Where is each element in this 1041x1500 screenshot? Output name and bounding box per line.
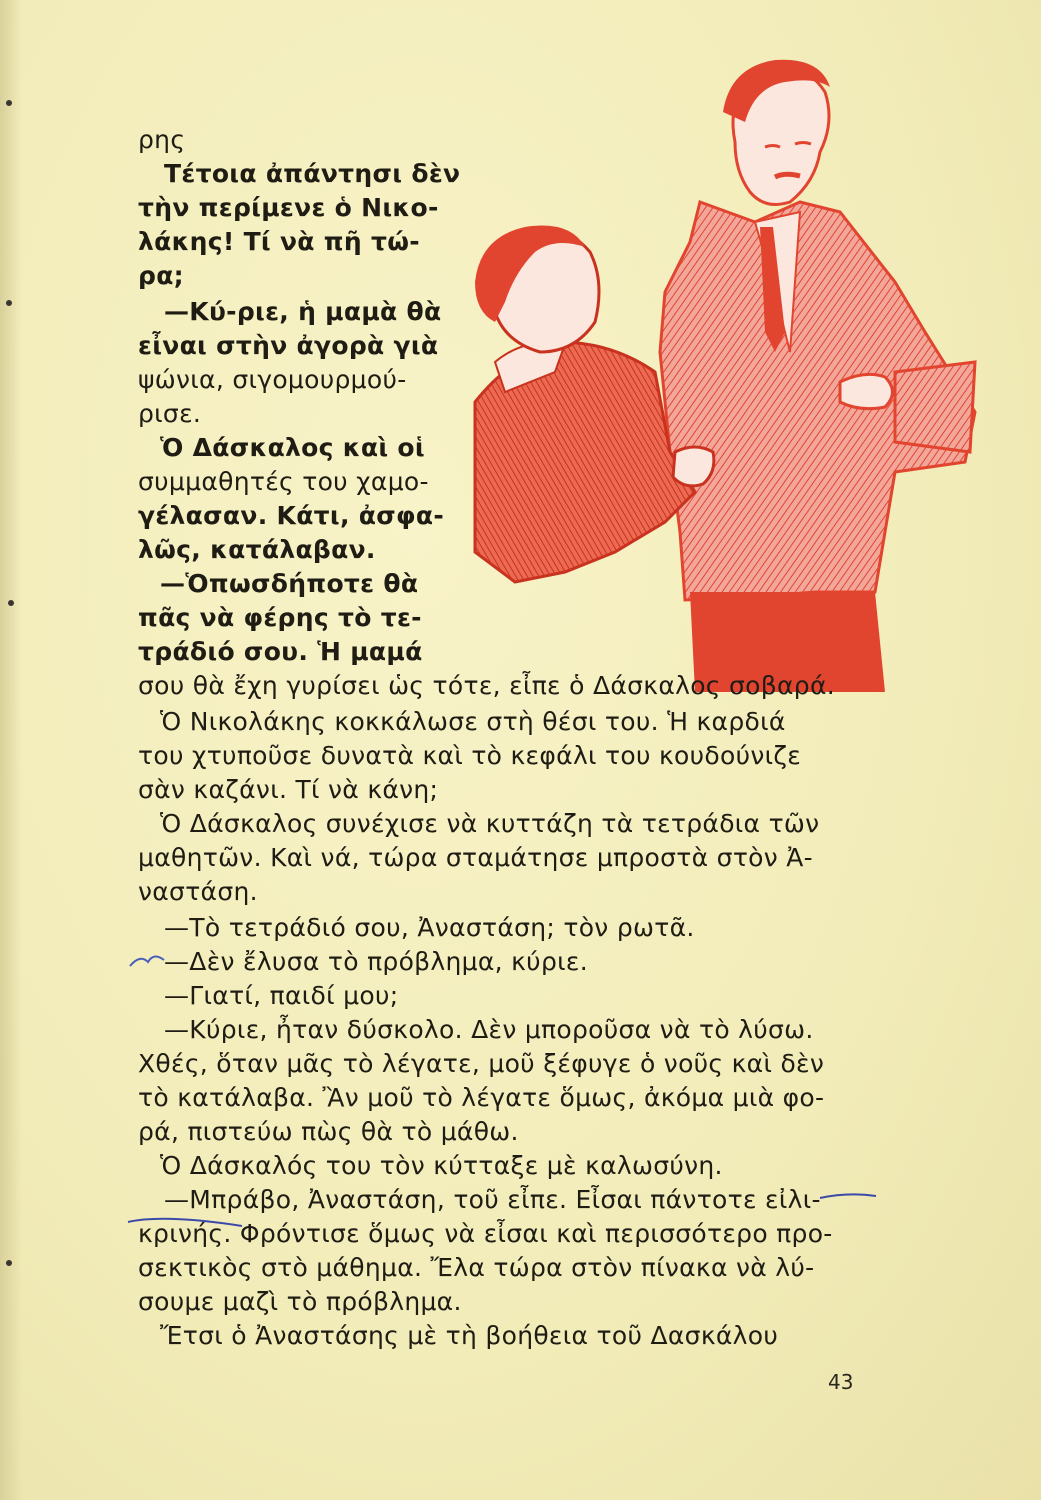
text-line-12: γέλασαν. Κάτι, ἀσφα-: [138, 501, 445, 530]
pen-underline-mark-2: [818, 1188, 878, 1208]
text-line-11: συμμαθητές του χαμο-: [138, 467, 429, 496]
pen-underline-mark: [124, 1206, 244, 1236]
text-line-4: λάκης! Τί νὰ πῆ τώ-: [138, 227, 420, 256]
text-line-14: —Ὁπωσδήποτε θὰ: [160, 569, 419, 598]
text-line-30: ρά, πιστεύω πὼς θὰ τὸ μάθω.: [138, 1117, 519, 1146]
text-line-34: σεκτικὸς στὸ μάθημα. Ἔλα τώρα στὸν πίνακα νὰ λύ-: [138, 1253, 815, 1282]
text-line-28: Χθές, ὅταν μᾶς τὸ λέγατε, μοῦ ξέφυγε ὁ νοῦς καὶ δὲν: [138, 1049, 825, 1078]
text-line-17: σου θὰ ἔχη γυρίσει ὡς τότε, εἶπε ὁ Δάσκαλος σοβαρά.: [138, 671, 835, 700]
text-line-13: λῶς, κατάλαβαν.: [138, 535, 376, 564]
text-line-18: Ὁ Νικολάκης κοκκάλωσε στὴ θέσι του. Ἡ καρδιά: [160, 707, 786, 736]
page-number: 43: [828, 1370, 854, 1394]
text-line-16: τράδιό σου. Ἡ μαμά: [138, 637, 423, 666]
text-line-1: ρης: [138, 125, 186, 154]
binding-hole: [6, 100, 12, 106]
text-line-26: —Γιατί, παιδί μου;: [164, 981, 399, 1010]
binding-hole: [8, 600, 14, 606]
text-line-15: πᾶς νὰ φέρης τὸ τε-: [138, 603, 422, 632]
text-line-2: Τέτοια ἀπάντησι δὲν: [164, 159, 461, 188]
text-line-6: —Κύ-ριε, ἡ μαμὰ θὰ: [164, 297, 442, 326]
text-line-19: του χτυποῦσε δυνατὰ καὶ τὸ κεφάλι του κουδούνιζε: [138, 741, 802, 770]
text-line-27: —Κύριε, ἦταν δύσκολο. Δὲν μποροῦσα νὰ τὸ λύσω.: [164, 1015, 814, 1044]
pen-scribble-mark: [128, 948, 168, 972]
text-line-10: Ὁ Δάσκαλος καὶ οἱ: [160, 433, 425, 462]
text-line-32: —Μπράβο, Ἀναστάση, τοῦ εἶπε. Εἶσαι πάντοτε εἰλι-: [164, 1185, 821, 1214]
text-line-36: Ἔτσι ὁ Ἀναστάσης μὲ τὴ βοήθεια τοῦ Δασκάλου: [160, 1321, 779, 1350]
text-line-21: Ὁ Δάσκαλος συνέχισε νὰ κυττάζη τὰ τετράδια τῶν: [160, 809, 820, 838]
text-line-25: —Δὲν ἔλυσα τὸ πρόβλημα, κύριε.: [164, 947, 588, 976]
text-line-8: ψώνια, σιγομουρμού-: [138, 365, 407, 394]
text-line-24: —Τὸ τετράδιό σου, Ἀναστάση; τὸν ρωτᾶ.: [164, 913, 695, 942]
text-line-23: ναστάση.: [138, 877, 258, 906]
text-line-5: ρα;: [138, 261, 184, 290]
text-line-3: τὴν περίμενε ὁ Νικο-: [138, 193, 439, 222]
text-line-33: κρινής. Φρόντισε ὅμως νὰ εἶσαι καὶ περισσότερο προ-: [138, 1219, 833, 1248]
binding-hole: [6, 1260, 12, 1266]
text-line-35: σουμε μαζὶ τὸ πρόβλημα.: [138, 1287, 462, 1316]
text-line-20: σὰν καζάνι. Τί νὰ κάνη;: [138, 775, 439, 804]
text-line-9: ρισε.: [138, 399, 202, 428]
text-line-31: Ὁ Δάσκαλός του τὸν κύτταξε μὲ καλωσύνη.: [160, 1151, 723, 1180]
text-line-7: εἶναι στὴν ἀγορὰ γιὰ: [138, 331, 439, 360]
binding-hole: [6, 300, 12, 306]
text-line-29: τὸ κατάλαβα. Ἂν μοῦ τὸ λέγατε ὅμως, ἀκόμα μιὰ φο-: [138, 1083, 825, 1112]
teacher-and-boy-illustration: [455, 52, 985, 692]
text-line-22: μαθητῶν. Καὶ νά, τώρα σταμάτησε μπροστὰ στὸν Ἀ-: [138, 843, 814, 872]
page-spine-shadow: [0, 0, 22, 1500]
